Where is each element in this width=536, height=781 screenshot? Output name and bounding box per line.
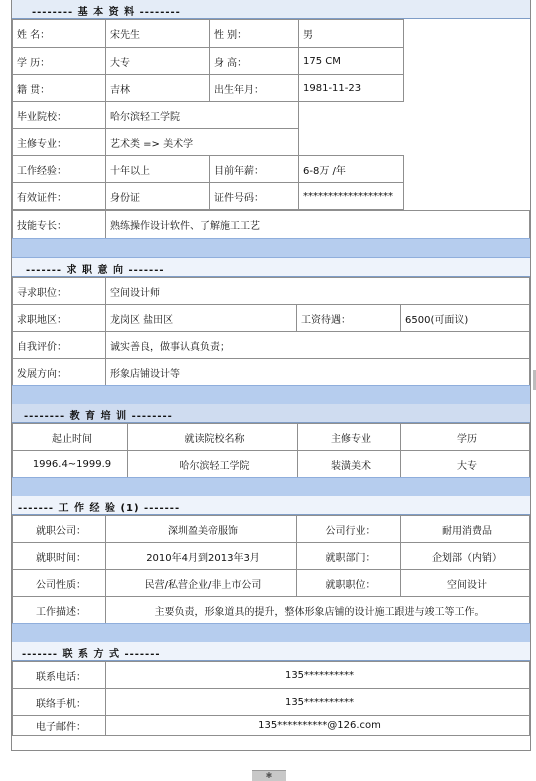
- industry-label: 公司行业：: [297, 516, 401, 543]
- edu-header-school: 就读院校名称: [128, 424, 298, 451]
- skills-table: [12, 210, 530, 239]
- id-no-label: 证件号码：: [210, 183, 299, 210]
- origin-label: 籍 贯：: [13, 75, 106, 102]
- skills-label: 技能专长：: [13, 211, 106, 239]
- nature-label: 公司性质：: [13, 570, 106, 597]
- table-header-row: [13, 424, 530, 451]
- height-value: 175 CM: [299, 48, 404, 75]
- section-header-education: [12, 404, 530, 423]
- region-value: 龙岗区 盐田区: [106, 305, 297, 332]
- height-label: 身 高：: [210, 48, 299, 75]
- section-header-intent: [12, 258, 530, 277]
- nature-value: 民营/私营企业/非上市公司: [106, 570, 297, 597]
- self-eval-label: 自我评价：: [13, 332, 106, 359]
- phone-label: 联系电话：: [13, 662, 106, 689]
- desc-label: 工作描述：: [13, 597, 106, 624]
- major-value: 艺术类 => 美术学: [106, 129, 299, 156]
- school-value: 哈尔滨轻工学院: [106, 102, 299, 129]
- phone-value: 135**********: [106, 662, 530, 689]
- table-row: [13, 48, 404, 75]
- dept-value: 企划部（内销）: [401, 543, 530, 570]
- gender-value: 男: [299, 20, 404, 48]
- table-row: [13, 278, 530, 305]
- edu-header-major: 主修专业: [298, 424, 401, 451]
- table-row: [13, 359, 530, 386]
- page-tab-handle[interactable]: ✱: [252, 770, 286, 781]
- major-label: 主修专业：: [13, 129, 106, 156]
- section-title-basic: -------- 基 本 资 料 --------: [32, 7, 181, 18]
- table-row: [13, 716, 530, 736]
- email-value: 135**********@126.com: [106, 716, 530, 736]
- basic-info-table: [12, 19, 404, 210]
- section-header-contact: [12, 642, 530, 661]
- mobile-value: 135**********: [106, 689, 530, 716]
- table-row: [13, 689, 530, 716]
- origin-value: 吉林: [106, 75, 210, 102]
- edu-major: 装潢美术: [298, 451, 401, 478]
- period-value: 2010年4月到2013年3月: [106, 543, 297, 570]
- self-eval-value: 诚实善良，做事认真负责；: [106, 332, 530, 359]
- id-label: 有效证件：: [13, 183, 106, 210]
- table-row: [13, 570, 530, 597]
- gender-label: 性 别：: [210, 20, 299, 48]
- edu-degree: 大专: [401, 451, 530, 478]
- edu-period: 1996.4~1999.9: [13, 451, 128, 478]
- company-label: 就职公司：: [13, 516, 106, 543]
- edu-header-period: 起止时间: [13, 424, 128, 451]
- degree-label: 学 历：: [13, 48, 106, 75]
- salary-value: 6-8万 /年: [299, 156, 404, 183]
- region-label: 求职地区：: [13, 305, 106, 332]
- id-type-value: 身份证: [106, 183, 210, 210]
- school-label: 毕业院校：: [13, 102, 106, 129]
- table-row: [13, 305, 530, 332]
- section-separator: [12, 238, 530, 258]
- job-value: 空间设计: [401, 570, 530, 597]
- name-label: 姓 名：: [13, 20, 106, 48]
- direction-label: 发展方向：: [13, 359, 106, 386]
- period-label: 就职时间：: [13, 543, 106, 570]
- section-title-contact: ------- 联 系 方 式 -------: [22, 649, 161, 660]
- section-header-work: [12, 496, 530, 515]
- section-header-basic: [12, 0, 530, 19]
- resume-sheet: [11, 0, 531, 751]
- experience-label: 工作经验：: [13, 156, 106, 183]
- section-title-education: -------- 教 育 培 训 --------: [24, 411, 173, 422]
- birth-value: 1981-11-23: [299, 75, 404, 102]
- section-separator: [12, 477, 530, 497]
- pay-value: 6500(可面议): [401, 305, 530, 332]
- table-row: [13, 183, 404, 210]
- id-no-value: ******************: [299, 183, 404, 210]
- table-row: [13, 129, 404, 156]
- table-row: [13, 20, 404, 48]
- edu-school: 哈尔滨轻工学院: [128, 451, 298, 478]
- contact-table: [12, 661, 530, 736]
- desc-value: 主要负责，形象道具的提升，整体形象店铺的设计施工跟进与竣工等工作。: [106, 597, 530, 624]
- pay-label: 工资待遇：: [297, 305, 401, 332]
- table-row: [13, 75, 404, 102]
- job-label: 就职职位：: [297, 570, 401, 597]
- mobile-label: 联络手机：: [13, 689, 106, 716]
- position-label: 寻求职位：: [13, 278, 106, 305]
- table-row: [13, 451, 530, 478]
- table-row: [13, 211, 530, 239]
- section-title-work: ------- 工 作 经 验 (1) -------: [18, 503, 181, 514]
- industry-value: 耐用消费品: [401, 516, 530, 543]
- degree-value: 大专: [106, 48, 210, 75]
- email-label: 电子邮件：: [13, 716, 106, 736]
- name-value: 宋先生: [106, 20, 210, 48]
- table-row: [13, 597, 530, 624]
- direction-value: 形象店铺设计等: [106, 359, 530, 386]
- table-row: [13, 516, 530, 543]
- table-row: [13, 156, 404, 183]
- skills-value: 熟练操作设计软件、了解施工工艺: [106, 211, 530, 239]
- salary-label: 目前年薪：: [210, 156, 299, 183]
- education-table: [12, 423, 530, 478]
- edu-header-degree: 学历: [401, 424, 530, 451]
- table-row: [13, 662, 530, 689]
- table-row: [13, 543, 530, 570]
- experience-value: 十年以上: [106, 156, 210, 183]
- birth-label: 出生年月：: [210, 75, 299, 102]
- dept-label: 就职部门：: [297, 543, 401, 570]
- section-separator: [12, 385, 530, 405]
- section-separator: [12, 623, 530, 643]
- company-value: 深圳盈美帝服饰: [106, 516, 297, 543]
- section-title-intent: ------- 求 职 意 向 -------: [26, 265, 165, 276]
- work-table: [12, 515, 530, 624]
- table-row: [13, 332, 530, 359]
- intent-table: [12, 277, 530, 386]
- table-row: [13, 102, 404, 129]
- position-value: 空间设计师: [106, 278, 530, 305]
